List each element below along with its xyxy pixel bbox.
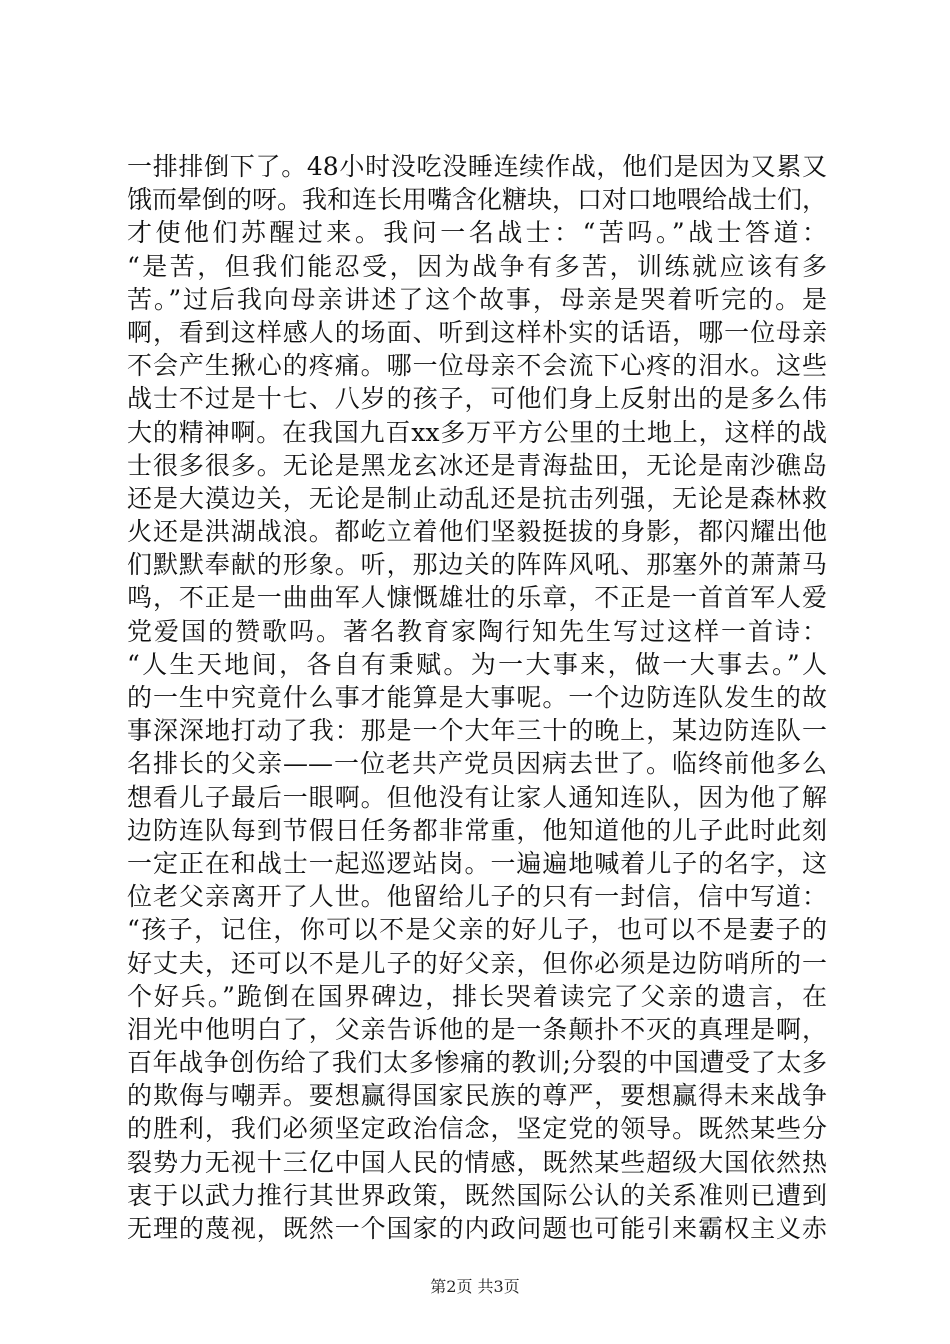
text-line: 好丈夫，还可以不是儿子的好父亲，但你必须是边防哨所的一: [127, 948, 827, 978]
text-line: 名排长的父亲——一位老共产党员因病去世了。临终前他多么: [127, 749, 827, 779]
text-line: “是苦，但我们能忍受，因为战争有多苦，训练就应该有多: [127, 251, 827, 281]
text-line: 个好兵。”跪倒在国界碑边，排长哭着读完了父亲的遗言，在: [127, 981, 827, 1011]
text-line: 火还是洪湖战浪。都屹立着他们坚毅挺拔的身影，都闪耀出他: [127, 517, 827, 547]
page-footer: 第2页 共3页: [430, 1277, 520, 1296]
text-line: 位老父亲离开了人世。他留给儿子的只有一封信，信中写道：: [127, 882, 827, 912]
text-line: 一排排倒下了。48小时没吃没睡连续作战，他们是因为又累又: [127, 152, 827, 181]
text-line: 边防连队每到节假日任务都非常重，他知道他的儿子此时此刻: [127, 815, 827, 845]
text-line: “人生天地间，各自有秉赋。为一大事来，做一大事去。”人: [127, 649, 827, 679]
text-line: 一定正在和战士一起巡逻站岗。一遍遍地喊着儿子的名字，这: [127, 848, 827, 878]
text-line: 饿而晕倒的呀。我和连长用嘴含化糖块，口对口地喂给战士们，: [127, 185, 828, 215]
body-text: [127, 150, 827, 1245]
text-line: 的欺侮与嘲弄。要想赢得国家民族的尊严，要想赢得未来战争: [127, 1081, 827, 1111]
text-line: 的胜利，我们必须坚定政治信念，坚定党的领导。既然某些分: [127, 1114, 827, 1144]
text-line: 鸣，不正是一曲曲军人慷慨雄壮的乐章，不正是一首首军人爱: [127, 583, 827, 613]
text-line: 大的精神啊。在我国九百xx多万平方公里的土地上，这样的战: [127, 417, 827, 447]
text-line: 们默默奉献的形象。听，那边关的阵阵风吼、那塞外的萧萧马: [127, 550, 827, 580]
text-line: 衷于以武力推行其世界政策，既然国际公认的关系准则已遭到: [127, 1180, 827, 1210]
text-line: 不会产生揪心的疼痛。哪一位母亲不会流下心疼的泪水。这些: [127, 351, 827, 381]
text-line: 才使他们苏醒过来。我问一名战士：“苦吗。”战士答道：: [127, 218, 827, 248]
text-line: 啊，看到这样感人的场面、听到这样朴实的话语，哪一位母亲: [127, 317, 827, 347]
text-line: 战士不过是十七、八岁的孩子，可他们身上反射出的是多么伟: [127, 384, 827, 414]
text-line: 的一生中究竟什么事才能算是大事呢。一个边防连队发生的故: [127, 683, 827, 712]
text-line: “孩子，记住，你可以不是父亲的好儿子，也可以不是妻子的: [127, 915, 827, 945]
text-line: 无理的蔑视，既然一个国家的内政问题也可能引来霸权主义赤: [127, 1214, 827, 1243]
text-line: 还是大漠边关，无论是制止动乱还是抗击列强，无论是森林救: [127, 483, 827, 513]
text-line: 苦。”过后我向母亲讲述了这个故事，母亲是哭着听完的。是: [127, 284, 827, 314]
text-line: 泪光中他明白了，父亲告诉他的是一条颠扑不灭的真理是啊，: [127, 1014, 827, 1044]
text-line: 党爱国的赞歌吗。著名教育家陶行知先生写过这样一首诗：: [127, 616, 827, 646]
text-line: 裂势力无视十三亿中国人民的情感，既然某些超级大国依然热: [127, 1147, 827, 1177]
text-line: 事深深地打动了我：那是一个大年三十的晚上，某边防连队一: [127, 716, 827, 746]
text-line: 想看儿子最后一眼啊。但他没有让家人通知连队，因为他了解: [127, 782, 827, 812]
text-line: 百年战争创伤给了我们太多惨痛的教训;分裂的中国遭受了太多: [127, 1048, 827, 1078]
text-line: 士很多很多。无论是黑龙玄冰还是青海盐田，无论是南沙礁岛: [127, 450, 827, 480]
